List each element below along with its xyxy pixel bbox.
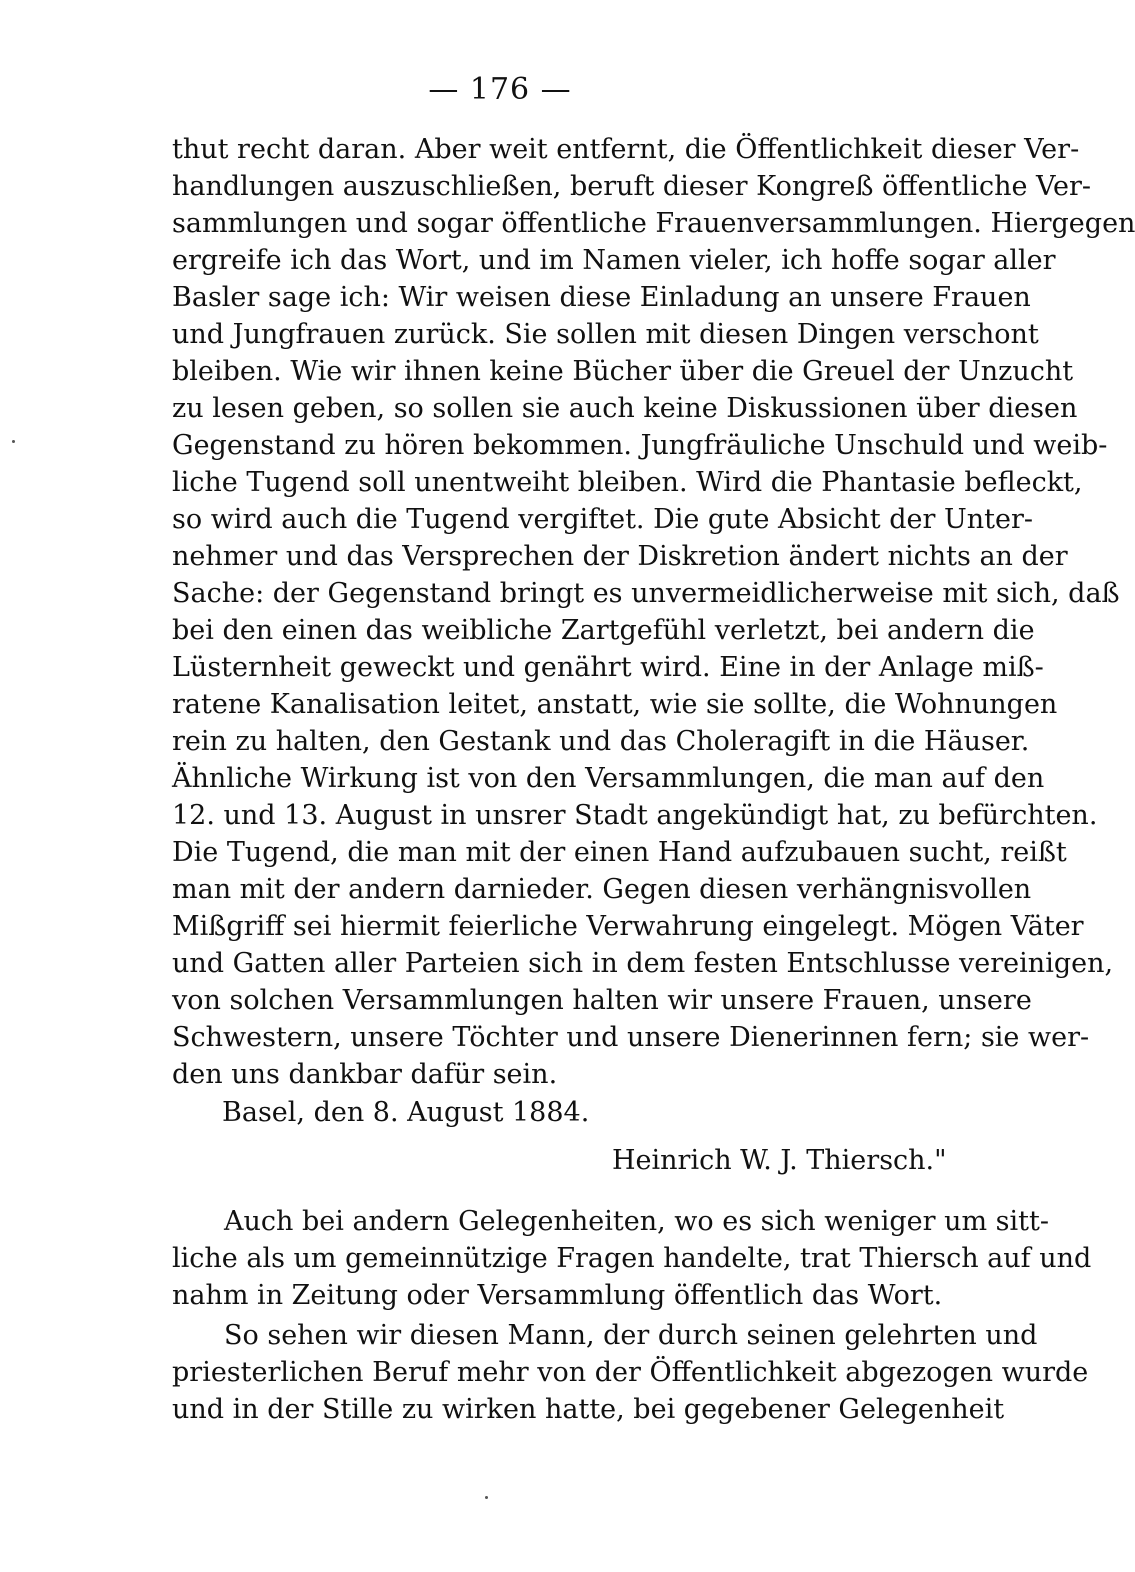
text-line: Sache: der Gegenstand bringt es unvermeidlicherweise mit sich, daß (172, 578, 1120, 609)
text-line: und Jungfrauen zurück. Sie sollen mit diesen Dingen verschont (172, 319, 1039, 350)
paragraph-2 (172, 1317, 1089, 1428)
text-line: Basler sage ich: Wir weisen diese Einladung an unsere Frauen (172, 282, 1031, 313)
text-line: Lüsternheit geweckt und genährt wird. Eine in der Anlage miß- (172, 652, 1044, 683)
text-line: priesterlichen Beruf mehr von der Öffentlichkeit abgezogen wurde (172, 1357, 1089, 1388)
text-line: bei den einen das weibliche Zartgefühl verletzt, bei andern die (172, 615, 1035, 646)
text-line: rein zu halten, den Gestank und das Choleragift in die Häuser. (172, 726, 1030, 757)
scan-speck (485, 1496, 488, 1499)
text-line: und Gatten aller Parteien sich in dem festen Entschlusse vereinigen, (172, 948, 1114, 979)
text-line: Schwestern, unsere Töchter und unsere Dienerinnen fern; sie wer- (172, 1022, 1090, 1053)
letter-text-block (172, 131, 1135, 1093)
text-line: von solchen Versammlungen halten wir unsere Frauen, unsere (172, 985, 1032, 1016)
text-line: Die Tugend, die man mit der einen Hand aufzubauen sucht, reißt (172, 837, 1067, 868)
text-line: bleiben. Wie wir ihnen keine Bücher über die Greuel der Unzucht (172, 356, 1074, 387)
text-line: den uns dankbar dafür sein. (172, 1059, 558, 1090)
text-line: zu lesen geben, so sollen sie auch keine Diskussionen über diesen (172, 393, 1078, 424)
text-line: nehmer und das Versprechen der Diskretion ändert nichts an der (172, 541, 1068, 572)
text-line: liche als um gemeinnützige Fragen handelte, trat Thiersch auf und (172, 1243, 1092, 1274)
text-line: ratene Kanalisation leitet, anstatt, wie sie sollte, die Wohnungen (172, 689, 1058, 720)
letter-place-date: Basel, den 8. August 1884. (222, 1097, 590, 1128)
text-line: thut recht daran. Aber weit entfernt, die Öffentlichkeit dieser Ver- (172, 134, 1080, 165)
page-number: — 176 — (428, 72, 572, 107)
text-line: sammlungen und sogar öffentliche Frauenversammlungen. Hiergegen (172, 208, 1135, 239)
scan-speck (12, 440, 15, 443)
text-line: Gegenstand zu hören bekommen. Jungfräuliche Unschuld und weib- (172, 430, 1108, 461)
paragraph-1 (172, 1203, 1092, 1314)
text-line: liche Tugend soll unentweiht bleiben. Wird die Phantasie befleckt, (172, 467, 1083, 498)
text-line: und in der Stille zu wirken hatte, bei gegebener Gelegenheit (172, 1394, 1005, 1425)
text-line: handlungen auszuschließen, beruft dieser Kongreß öffentliche Ver- (172, 171, 1092, 202)
text-line: so wird auch die Tugend vergiftet. Die gute Absicht der Unter- (172, 504, 1033, 535)
text-line: So sehen wir diesen Mann, der durch seinen gelehrten und (224, 1320, 1038, 1351)
text-line: nahm in Zeitung oder Versammlung öffentlich das Wort. (172, 1280, 943, 1311)
text-line: ergreife ich das Wort, und im Namen vieler, ich hoffe sogar aller (172, 245, 1056, 276)
text-line: Auch bei andern Gelegenheiten, wo es sich weniger um sitt- (224, 1206, 1049, 1237)
text-line: 12. und 13. August in unsrer Stadt angekündigt hat, zu befürchten. (172, 800, 1098, 831)
letter-signature: Heinrich W. J. Thiersch." (612, 1145, 947, 1176)
text-line: Mißgriff sei hiermit feierliche Verwahrung eingelegt. Mögen Väter (172, 911, 1084, 942)
text-line: Ähnliche Wirkung ist von den Versammlungen, die man auf den (172, 763, 1045, 794)
text-line: man mit der andern darnieder. Gegen diesen verhängnisvollen (172, 874, 1032, 905)
